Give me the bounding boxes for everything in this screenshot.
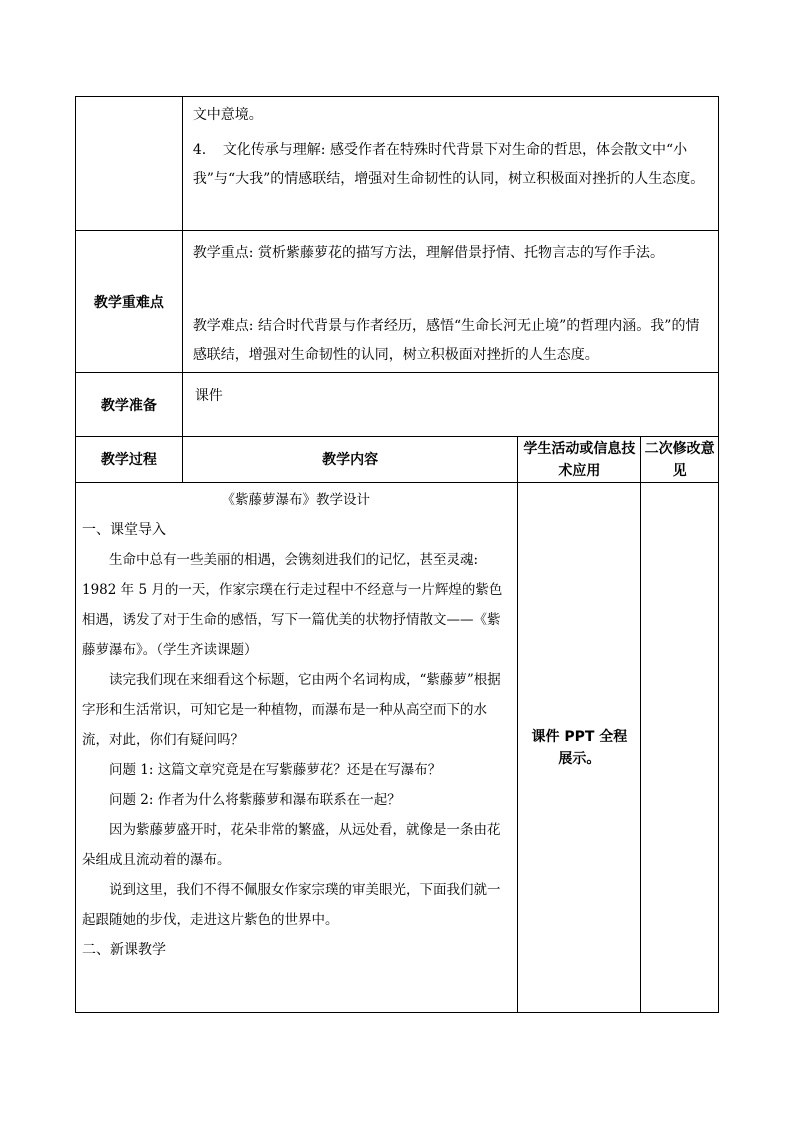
goals-item4-number: 4. bbox=[192, 142, 207, 158]
lesson-title: 《紫藤萝瀑布》教学设计 bbox=[221, 492, 370, 508]
goals-label-cell bbox=[76, 97, 183, 231]
process-header-row bbox=[76, 437, 719, 483]
process-body-row bbox=[76, 483, 719, 1013]
header-content: 教学内容 bbox=[182, 437, 518, 483]
goals-cell bbox=[182, 97, 718, 231]
preparation-row bbox=[76, 373, 719, 437]
intro-paragraph: 生命中总有一些美丽的相遇，会镌刻进我们的记忆，甚至灵魂: 1982 年 5 月的一天，作家宗璞在行走过程中不经意与一片辉煌的紫色相遇，诱发了对于生命的感悟，写下一篇优美的状物抒情散文——《紫藤萝瀑布》。（学生齐读课题） bbox=[82, 552, 503, 658]
header-revision: 二次修改意见 bbox=[641, 437, 719, 483]
goals-row bbox=[76, 97, 719, 231]
question-1: 问题 1: 这篇文章究竟是在写紫藤萝花？还是在写瀑布？ bbox=[109, 762, 442, 778]
header-activity: 学生活动或信息技术应用 bbox=[518, 437, 641, 483]
key-difficulty: 教学难点: 结合时代背景与作者经历，感悟“生命长河无止境”的哲理内涵。我”的情感联结，增强对生命韧性的认同，树立积极面对挫折的人生态度。 bbox=[192, 318, 700, 363]
transition-paragraph: 说到这里，我们不得不佩服女作家宗璞的审美眼光，下面我们就一起跟随她的步伐，走进这片紫色的世界中。 bbox=[82, 882, 501, 928]
content-cell bbox=[76, 483, 518, 1013]
section-intro-heading: 一、课堂导入 bbox=[82, 522, 166, 538]
header-process: 教学过程 bbox=[76, 437, 183, 483]
key-points-cell bbox=[182, 231, 718, 373]
goals-item4-text: 文化传承与理解: 感受作者在特殊时代背景下对生命的哲思，体会散文中“小我”与“大我”的情感联结，增强对生命韧性的认同，树立积极面对挫折的人生态度。 bbox=[192, 142, 705, 187]
key-points-row bbox=[76, 231, 719, 373]
goals-item4 bbox=[183, 130, 718, 194]
key-points-label: 教学重难点 bbox=[76, 231, 183, 373]
activity-cell: 课件 PPT 全程展示。 bbox=[518, 483, 641, 1013]
preparation-label: 教学准备 bbox=[76, 373, 183, 437]
goals-line0: 文中意境。 bbox=[192, 107, 263, 123]
preparation-value: 课件 bbox=[182, 373, 718, 437]
answer-paragraph: 因为紫藤萝盛开时，花朵非常的繁盛，从远处看，就像是一条由花朵组成且流动着的瀑布。 bbox=[82, 822, 501, 868]
key-focus: 教学重点: 赏析紫藤萝花的描写方法，理解借景抒情、托物言志的写作手法。 bbox=[192, 245, 664, 261]
lesson-plan-table bbox=[75, 96, 719, 1013]
question-2: 问题 2: 作者为什么将紫藤萝和瀑布联系在一起？ bbox=[109, 792, 401, 808]
section-new-lesson-heading: 二、新课教学 bbox=[82, 942, 166, 958]
title-analysis-paragraph: 读完我们现在来细看这个标题，它由两个名词构成，“紫藤萝”根据字形和生活常识，可知它是一种植物，而瀑布是一种从高空而下的水流，对此，你们有疑问吗？ bbox=[82, 672, 501, 748]
revision-cell bbox=[641, 483, 719, 1013]
